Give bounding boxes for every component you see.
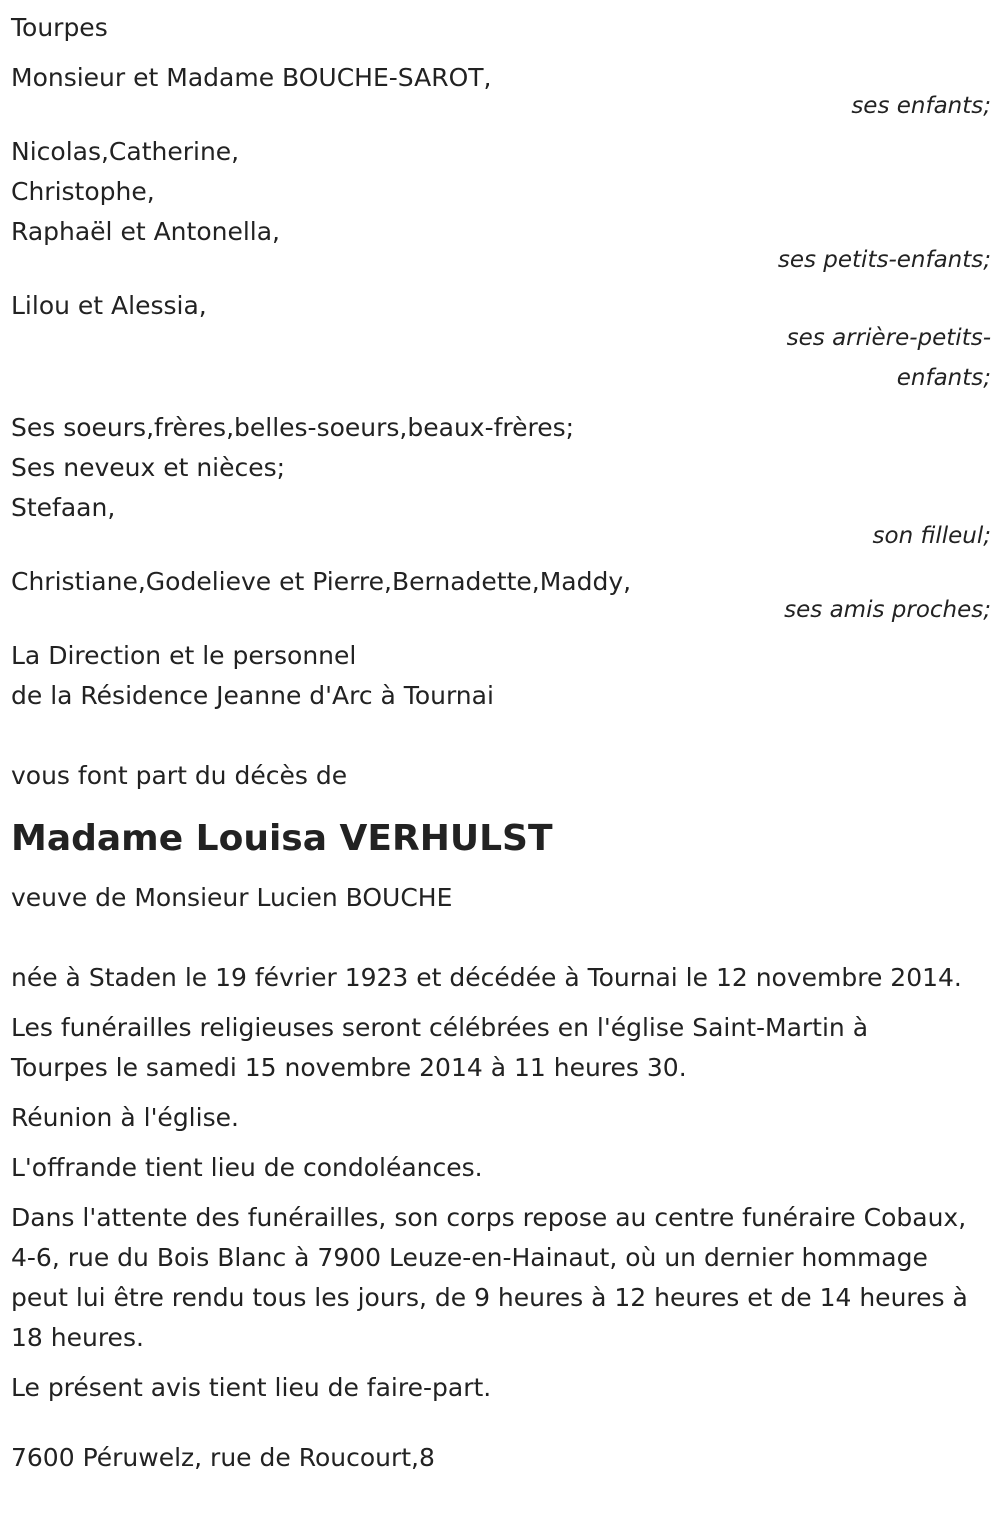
deceased-name: Madame Louisa VERHULST: [11, 818, 553, 859]
family-line: Christiane,Godelieve et Pierre,Bernadette,Maddy,: [11, 567, 632, 596]
family-group-friends: [11, 562, 991, 626]
family-line: Raphaël et Antonella,: [11, 217, 281, 246]
announcement: vous font part du décès de: [11, 761, 348, 790]
birth-death-paragraph: née à Staden le 19 février 1923 et décédée à Tournai le 12 novembre 2014.: [11, 963, 962, 992]
funeral-paragraph: Les funérailles religieuses seront célébrées en l'église Saint-Martin à Tourpes le samedi 15 novembre 2014 à 11 heures 30.: [11, 1013, 869, 1082]
family-line: Stefaan,: [11, 493, 116, 522]
family-group-siblings: [11, 408, 991, 552]
notice-paragraph: Le présent avis tient lieu de faire-part.: [11, 1373, 492, 1402]
details: [11, 958, 991, 1408]
meeting-paragraph: Réunion à l'église.: [11, 1103, 239, 1132]
family-line: Nicolas,Catherine,: [11, 137, 240, 166]
family-group-children: [11, 58, 991, 122]
family-line: Christophe,: [11, 177, 155, 206]
family-group-great-grandchildren: [11, 286, 991, 398]
family-line: La Direction et le personnel: [11, 641, 357, 670]
family-group-grandchildren: [11, 132, 991, 276]
location: Tourpes: [11, 13, 108, 42]
family-line: Ses soeurs,frères,belles-soeurs,beaux-frères;: [11, 413, 575, 442]
relation-role: ses petits-enfants;: [777, 247, 991, 273]
offering-paragraph: L'offrande tient lieu de condoléances.: [11, 1153, 483, 1182]
relation-role-line: ses arrière-petits-: [786, 325, 991, 351]
address: 7600 Péruwelz, rue de Roucourt,8: [11, 1443, 435, 1472]
obituary-notice: [11, 8, 991, 1478]
relation-role: son filleul;: [872, 523, 991, 549]
family-line: de la Résidence Jeanne d'Arc à Tournai: [11, 681, 494, 710]
family-line: Lilou et Alessia,: [11, 291, 207, 320]
relation-role-line: enfants;: [896, 365, 991, 391]
widow-of: veuve de Monsieur Lucien BOUCHE: [11, 883, 453, 912]
family-line: Monsieur et Madame BOUCHE-SAROT,: [11, 63, 492, 92]
relation-role: ses enfants;: [851, 93, 991, 119]
visitation-paragraph: Dans l'attente des funérailles, son corps repose au centre funéraire Cobaux, 4-6, rue du Bois Blanc à 7900 Leuze-en-Hainaut, où un dernier hommage peut lui être rendu tous les jours, de 9 heures à 12 heures et de 14 heures à 18 heures.: [11, 1203, 968, 1352]
relation-role: ses amis proches;: [784, 597, 991, 623]
family-line: Ses neveux et nièces;: [11, 453, 286, 482]
family-group-residence: [11, 636, 991, 716]
